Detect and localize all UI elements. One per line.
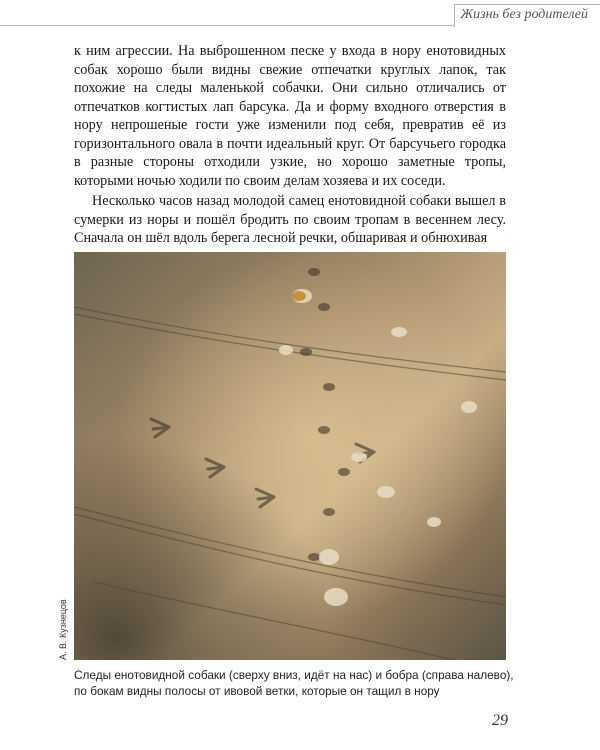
body-text: [74, 42, 506, 248]
page-number: 29: [492, 712, 508, 729]
mud-tracks-image: [74, 252, 506, 660]
photo-credit: А. В. Кузнецов: [58, 599, 68, 660]
running-head: [0, 0, 600, 28]
running-head-title: Жизнь без родителей: [460, 7, 588, 22]
paragraph-2: Несколько часов назад молодой самец енотовидной собаки вышел в сумерки из норы и пошёл бродить по своим тропам в весеннем лесу. Сначала он шёл вдоль берега лесной речки, обшаривая и обнюхивая: [74, 193, 506, 246]
paragraph-1: к ним агрессии. На выброшенном песке у входа в нору енотовидных собак хорошо были видны свежие отпечатки круглых лапок, так похожие на следы маленькой собачки. Они сильно отличались от отпечатков когтистых лап барсука. Да и форму входного отверстия в нору непрошеные гости уже изменили под себя, превратив её из горизонтального овала в почти идеальный круг. От барсучьего городка в разные стороны отходили узкие, но хорошо заметные тропы, которыми ночью ходили по своим делам хозяева и их соседи.: [74, 43, 506, 189]
photo-animal-tracks: [74, 252, 506, 660]
photo-caption: Следы енотовидной собаки (сверху вниз, идёт на нас) и бобра (справа налево), по бокам видны полосы от ивовой ветки, которые он тащил в нору: [74, 668, 514, 698]
